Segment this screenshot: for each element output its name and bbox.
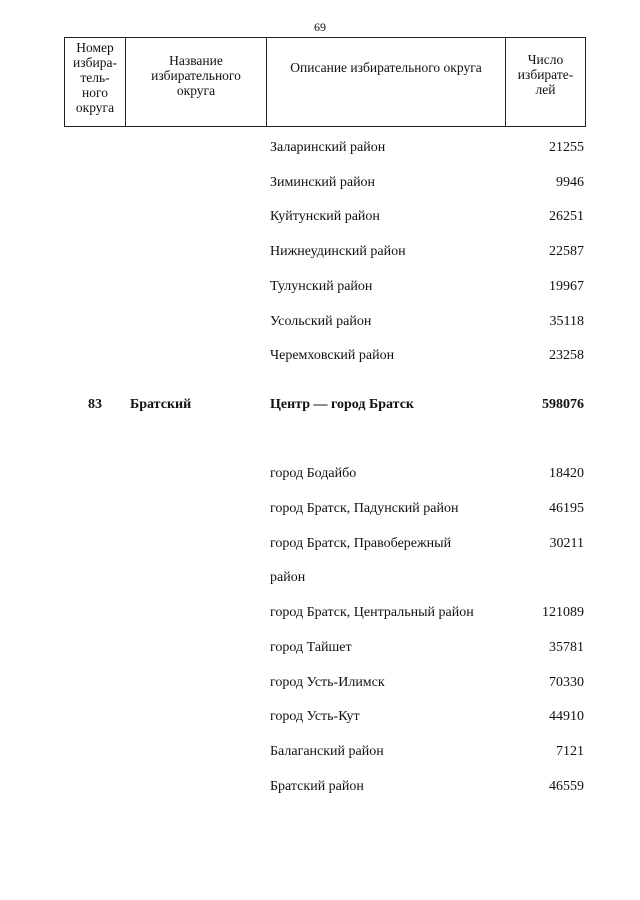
row-voters: 35118 xyxy=(549,314,584,329)
table-row xyxy=(0,603,640,623)
table-row xyxy=(0,499,640,519)
row-description: город Усть-Илимск xyxy=(270,675,385,690)
row-description: Куйтунский район xyxy=(270,209,380,224)
header-line: Номер xyxy=(76,40,114,55)
header-line: Описание избирательного округа xyxy=(290,60,482,75)
header-line: округа xyxy=(176,83,216,98)
district-center: Центр — город Братск xyxy=(270,397,414,412)
table-row xyxy=(0,207,640,227)
header-district-number xyxy=(65,38,126,126)
header-line: избирате- xyxy=(517,67,574,82)
row-voters: 21255 xyxy=(549,140,584,155)
row-voters: 46559 xyxy=(549,779,584,794)
header-line: лей xyxy=(535,82,556,97)
table-row xyxy=(0,464,640,484)
row-description: Черемховский район xyxy=(270,348,395,363)
table-row xyxy=(0,138,640,158)
row-description: Тулунский район xyxy=(270,279,373,294)
row-voters: 26251 xyxy=(549,209,584,224)
table-row xyxy=(0,742,640,762)
table-header xyxy=(64,37,586,127)
district-row xyxy=(0,395,640,415)
header-district-name xyxy=(126,38,267,126)
row-description: Усольский район xyxy=(270,314,372,329)
header-line: округа xyxy=(75,100,115,115)
table-row xyxy=(0,346,640,366)
row-description: Нижнеудинский район xyxy=(270,244,406,259)
row-description: город Тайшет xyxy=(270,640,352,655)
district-number: 83 xyxy=(88,397,102,412)
header-district-description xyxy=(267,38,506,126)
row-voters: 70330 xyxy=(549,675,584,690)
district-total: 598076 xyxy=(542,397,584,412)
header-line: избира- xyxy=(73,55,117,70)
row-description: Балаганский район xyxy=(270,744,384,759)
header-line: избирательного xyxy=(151,68,241,83)
row-voters: 35781 xyxy=(549,640,584,655)
table-row xyxy=(0,777,640,797)
row-voters: 46195 xyxy=(549,501,584,516)
row-voters: 23258 xyxy=(549,348,584,363)
header-line: Название xyxy=(169,53,223,68)
table-row xyxy=(0,673,640,693)
row-voters: 121089 xyxy=(542,605,584,620)
row-voters: 18420 xyxy=(549,466,584,481)
row-description: Зиминский район xyxy=(270,175,376,190)
row-description: город Братск, Падунский район xyxy=(270,501,459,516)
row-voters: 19967 xyxy=(549,279,584,294)
table-row xyxy=(0,173,640,193)
row-voters: 30211 xyxy=(549,536,584,551)
row-voters: 22587 xyxy=(549,244,584,259)
row-description: город Братск, Центральный район xyxy=(270,605,474,620)
table-row-continuation xyxy=(0,568,640,588)
table-row xyxy=(0,707,640,727)
row-voters: 9946 xyxy=(556,175,584,190)
table-row xyxy=(0,277,640,297)
row-description: Заларинский район xyxy=(270,140,386,155)
page-number: 69 xyxy=(314,20,326,34)
table-row xyxy=(0,638,640,658)
header-line: тель- xyxy=(80,70,110,85)
row-description: район xyxy=(270,570,306,585)
table-row xyxy=(0,312,640,332)
row-description: Братский район xyxy=(270,779,364,794)
header-line: ного xyxy=(82,85,108,100)
row-description: город Усть-Кут xyxy=(270,709,360,724)
row-voters: 44910 xyxy=(549,709,584,724)
header-voter-count xyxy=(506,38,585,126)
row-description: город Братск, Правобережный xyxy=(270,536,452,551)
header-line: Число xyxy=(527,52,564,67)
district-name: Братский xyxy=(130,397,192,412)
table-row xyxy=(0,242,640,262)
row-voters: 7121 xyxy=(556,744,584,759)
table-row xyxy=(0,534,640,554)
row-description: город Бодайбо xyxy=(270,466,357,481)
